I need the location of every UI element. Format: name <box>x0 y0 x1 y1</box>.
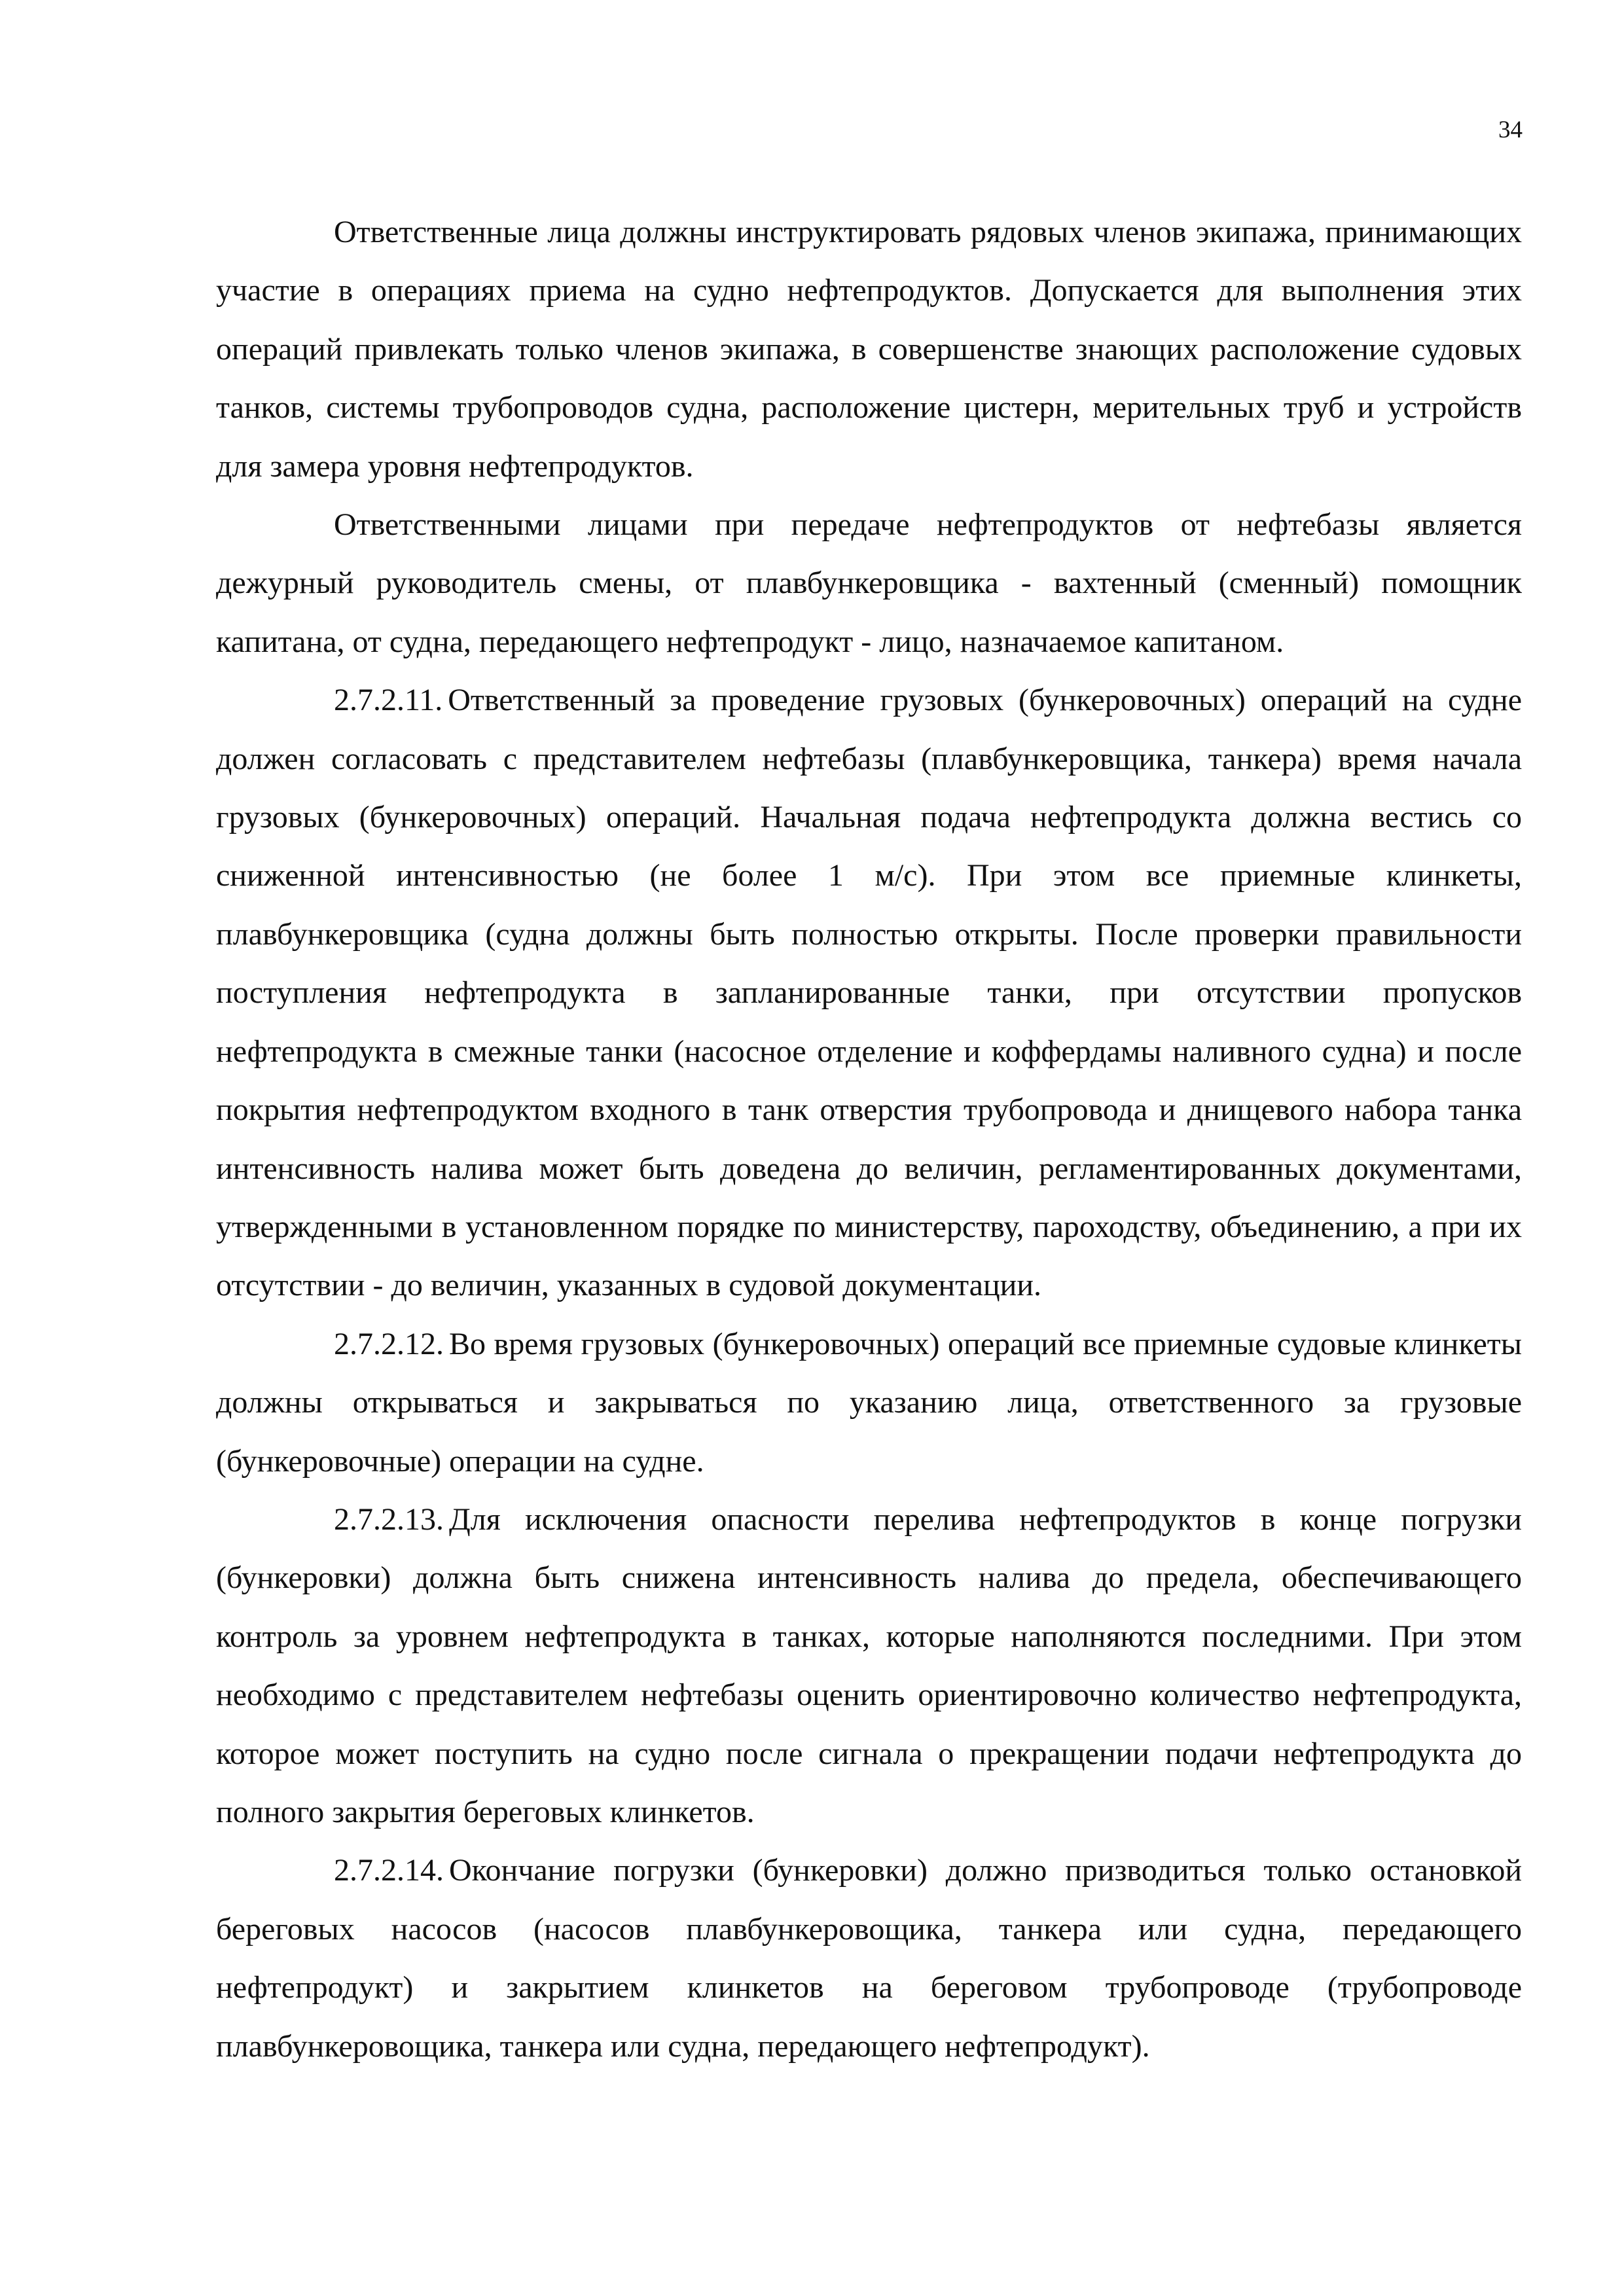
paragraph-number: 2.7.2.11. <box>334 683 443 718</box>
paragraph-text: Ответственные лица должны инструктировать рядовых членов экипажа, принимающих участие в операциях приема на судно нефтепродуктов. Допускается для выполнения этих операций привлекать только членов экипажа, в совершенстве знающих расположение судовых танков, системы трубопроводов судна, расположение цистерн, мерительных труб и устройств для замера уровня нефтепродуктов. <box>216 215 1522 484</box>
paragraph-number: 2.7.2.13. <box>334 1501 444 1537</box>
paragraph-2-7-2-14 <box>216 1841 1522 2075</box>
paragraph-2-7-2-11 <box>216 671 1522 1314</box>
paragraph-2-7-2-12 <box>216 1315 1522 1490</box>
paragraph-text: Ответственный за проведение грузовых (бункеровочных) операций на судне должен согласовать с представителем нефтебазы (плавбункеровщика, танкера) время начала грузовых (бункеровочных) операций. Начальная подача нефтепродукта должна вестись со сниженной интенсивностью (не более 1 м/с). При этом все приемные клинкеты, плавбункеровщика (судна должны быть полностью открыты. После проверки правильности поступления нефтепродукта в запланированные танки, при отсутствии пропусков нефтепродукта в смежные танки (насосное отделение и коффердамы наливного судна) и после покрытия нефтепродуктом входного в танк отверстия трубопровода и днищевого набора танка интенсивность налива может быть доведена до величин, регламентированных документами, утвержденными в установленном порядке по министерству, пароходству, объединению, а при их отсутствии - до величин, указанных в судовой документации. <box>216 683 1522 1303</box>
paragraph-responsible-transfer <box>216 495 1522 671</box>
page-number: 34 <box>1498 117 1523 143</box>
paragraph-number: 2.7.2.12. <box>334 1326 444 1361</box>
paragraph-number: 2.7.2.14. <box>334 1853 444 1888</box>
paragraph-2-7-2-13 <box>216 1490 1522 1841</box>
paragraph-text: Окончание погрузки (бункеровки) должно призводиться только остановкой береговых насосов (насосов плавбункеровощика, танкера или судна, передающего нефтепродукт) и закрытием клинкетов на береговом трубопроводе (трубопроводе плавбункеровощика, танкера или судна, передающего нефтепродукт). <box>216 1853 1522 2064</box>
body-text <box>216 203 1522 2075</box>
paragraph-text: Ответственными лицами при передаче нефтепродуктов от нефтебазы является дежурный руководитель смены, от плавбункеровщика - вахтенный (сменный) помощник капитана, от судна, передающего нефтепродукт - лицо, назначаемое капитаном. <box>216 507 1522 659</box>
paragraph-text: Для исключения опасности перелива нефтепродуктов в конце погрузки (бункеровки) должна быть снижена интенсивность налива до предела, обеспечивающего контроль за уровнем нефтепродукта в танках, которые наполняются последними. При этом необходимо с представителем нефтебазы оценить ориентировочно количество нефтепродукта, которое может поступить на судно после сигнала о прекращении подачи нефтепродукта до полного закрытия береговых клинкетов. <box>216 1501 1522 1829</box>
paragraph-responsible-persons <box>216 203 1522 495</box>
paragraph-text: Во время грузовых (бункеровочных) операций все приемные судовые клинкеты должны открываться и закрываться по указанию лица, ответственного за грузовые (бункеровочные) операции на судне. <box>216 1326 1522 1479</box>
